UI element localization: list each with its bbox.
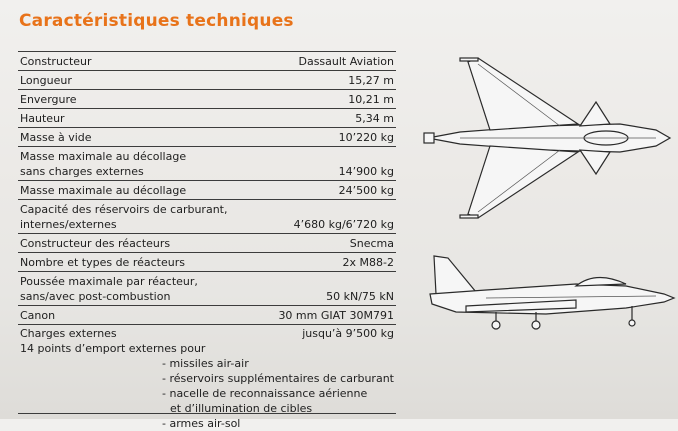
spec-value: jusqu’à 9’500 kg [302, 327, 394, 340]
spec-value: Snecma [349, 237, 394, 250]
spec-value: Dassault Aviation [298, 55, 394, 68]
spec-row [18, 90, 396, 109]
jet-top-view-illustration [420, 52, 678, 224]
spec-value: 50 kN/75 kN [326, 290, 394, 303]
spec-value: 2x M88-2 [342, 256, 394, 269]
spec-label: Masse maximale au décollage sans charges externes [20, 150, 187, 178]
specs-table [18, 51, 396, 430]
spec-label: Capacité des réservoirs de carburant, internes/externes [20, 203, 228, 231]
list-item: et d’illumination de cibles [170, 402, 313, 415]
spec-value: 14’900 kg [338, 165, 394, 178]
spec-row [18, 272, 396, 306]
spec-label: Poussée maximale par réacteur, sans/avec post-combustion [20, 275, 198, 303]
spec-row [18, 147, 396, 181]
spec-row [18, 200, 396, 234]
hardpoints-text: 14 points d’emport externes pour [20, 342, 206, 355]
external-loads-header [20, 326, 394, 341]
list-item: - missiles air-air [162, 356, 394, 371]
spec-label: Nombre et types de réacteurs [20, 256, 185, 269]
load-list [20, 356, 394, 431]
spec-value: 30 mm GIAT 30M791 [278, 309, 394, 322]
page-title: Caractéristiques techniques [19, 11, 294, 31]
spec-label: Hauteur [20, 112, 65, 125]
spec-label: Longueur [20, 74, 72, 87]
list-item: - réservoirs supplémentaires de carburant [162, 371, 394, 386]
spec-value: 5,34 m [355, 112, 394, 125]
spec-row [18, 181, 396, 200]
spec-row [18, 109, 396, 128]
spec-row [18, 234, 396, 253]
external-loads-row [18, 325, 396, 430]
spec-label: Masse à vide [20, 131, 92, 144]
spec-label: Masse maximale au décollage [20, 184, 187, 197]
spec-label: Constructeur des réacteurs [20, 237, 171, 250]
spec-label: Canon [20, 309, 56, 322]
spec-row [18, 128, 396, 147]
spec-row [18, 52, 396, 71]
list-item: - armes air-sol [162, 416, 394, 431]
spec-label: Envergure [20, 93, 77, 106]
jet-side-view-illustration [426, 250, 676, 330]
spec-value: 15,27 m [348, 74, 394, 87]
spec-row [18, 306, 396, 325]
spec-value: 24’500 kg [338, 184, 394, 197]
spec-label: Charges externes [20, 327, 117, 340]
spec-value: 10,21 m [348, 93, 394, 106]
spec-label: Constructeur [20, 55, 92, 68]
spec-row [18, 253, 396, 272]
list-item: - nacelle de reconnaissance aérienne [162, 386, 394, 401]
spec-value: 10’220 kg [338, 131, 394, 144]
spec-value: 4’680 kg/6’720 kg [293, 218, 394, 231]
spec-row [18, 71, 396, 90]
